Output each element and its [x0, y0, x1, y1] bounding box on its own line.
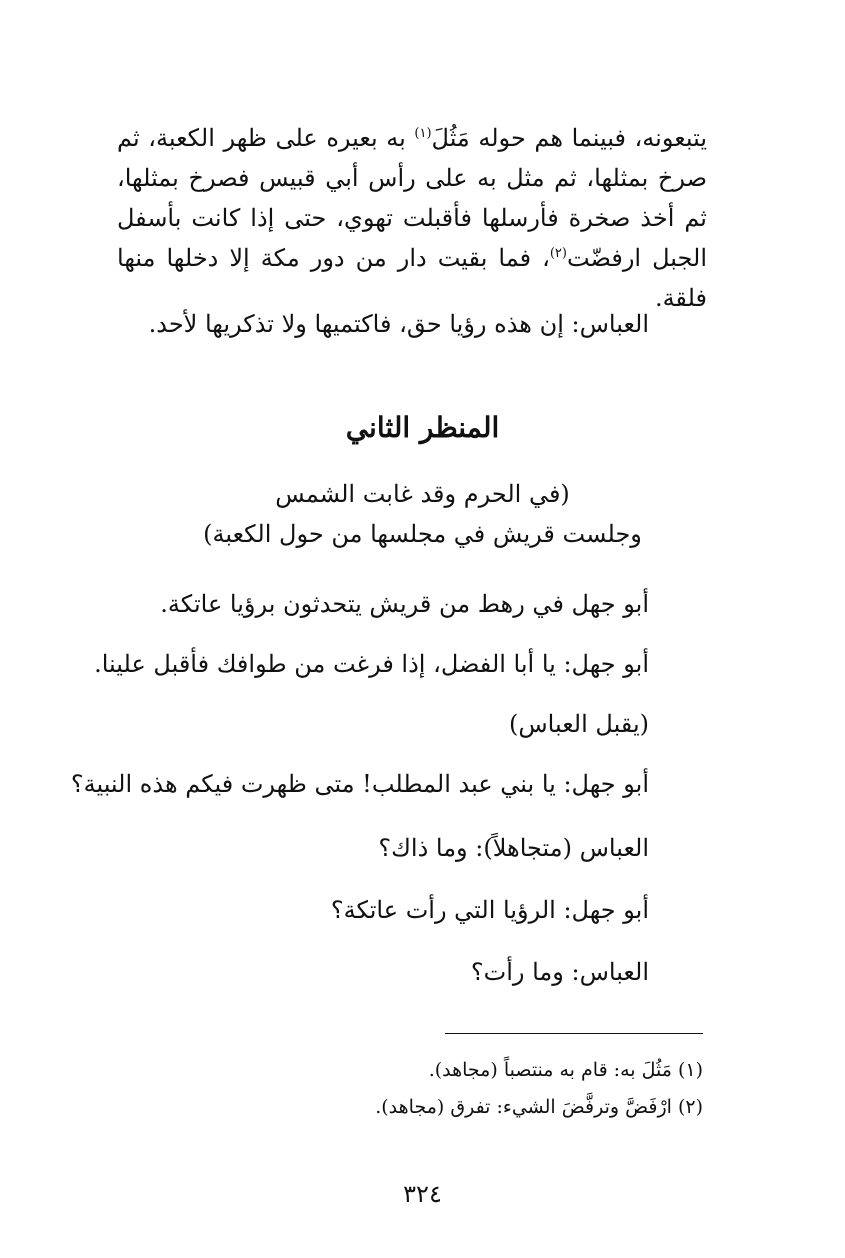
footnote-separator: [445, 1033, 703, 1034]
dialogue-line-4: أبو جهل: يا بني عبد المطلب! متى ظهرت فيكم هذه النبية؟: [70, 770, 649, 798]
passage-text-part-3: ، فما بقيت دار من دور مكة إلا دخلها منها فلقة.: [117, 244, 707, 312]
page-number: ٣٢٤: [403, 1180, 442, 1208]
narrative-paragraph: [117, 118, 707, 318]
dialogue-line-5: العباس (متجاهلاً): وما ذاك؟: [378, 834, 649, 862]
footnote-marker-1: (١): [414, 126, 432, 141]
abbas-response-line: العباس: إن هذه رؤيا حق، فاكتميها ولا تذكريها لأحد.: [148, 310, 649, 338]
scene-title: المنظر الثاني: [345, 411, 500, 444]
footnote-marker-2: (٢): [549, 246, 567, 261]
passage-text-part-2: به بعيره على ظهر الكعبة، ثم صرخ بمثلها، ثم مثل به على رأس أبي قبيس فصرخ بمثلها، ثم أخذ صخرة فأرسلها فأقبلت تهوي، حتى إذا كانت بأسفل الجبل ارفضّت: [117, 124, 707, 272]
footnote-2: (٢) ارْفَضَّ وترفَّضَ الشيء: تفرق (مجاهد).: [375, 1096, 703, 1118]
dialogue-line-2: أبو جهل: يا أبا الفضل، إذا فرغت من طوافك فأقبل علينا.: [94, 650, 649, 678]
stage-direction-line-2: وجلست قريش في مجلسها من حول الكعبة): [203, 520, 642, 548]
dialogue-line-6: أبو جهل: الرؤيا التي رأت عاتكة؟: [330, 896, 649, 924]
stage-direction-line-1: (في الحرم وقد غابت الشمس: [275, 480, 570, 508]
dialogue-line-7: العباس: وما رأت؟: [470, 958, 649, 986]
footnote-1: (١) مَثُلَ به: قام به منتصباً (مجاهد).: [428, 1059, 703, 1081]
passage-text-part-1: يتبعونه، فبينما هم حوله مَثُلَ: [431, 124, 707, 152]
dialogue-line-3: (يقبل العباس): [508, 710, 649, 738]
dialogue-line-1: أبو جهل في رهط من قريش يتحدثون برؤيا عاتكة.: [160, 590, 649, 618]
